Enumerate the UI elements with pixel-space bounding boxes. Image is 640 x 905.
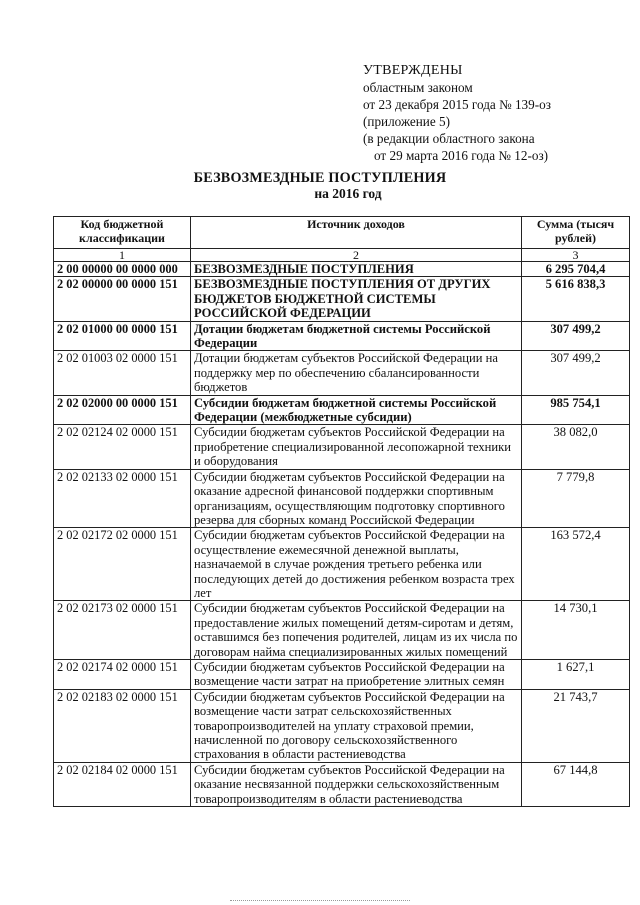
row-name: Субсидии бюджетам субъектов Российской Федерации на осуществление ежемесячной денежной выплаты, назначаемой в случае рождения третьего ребенка или последующих детей до достижения ребенком возраста трех лет	[191, 528, 522, 601]
column-number: 2	[191, 249, 522, 262]
row-name: Дотации бюджетам бюджетной системы Российской Федерации	[191, 321, 522, 351]
row-code: 2 02 02184 02 0000 151	[54, 762, 191, 806]
row-code: 2 02 02173 02 0000 151	[54, 601, 191, 660]
row-code: 2 02 01000 00 0000 151	[54, 321, 191, 351]
approval-line: от 29 марта 2016 года № 12-оз)	[374, 148, 549, 163]
table-header-row	[54, 217, 630, 249]
row-sum: 38 082,0	[522, 425, 630, 469]
row-sum: 307 499,2	[522, 351, 630, 395]
row-name: Субсидии бюджетам субъектов Российской Федерации на предоставление жилых помещений детям-сиротам и детям, оставшимся без попечения родителей, лицам из их числа по договорам найма специализированных жилых помещений	[191, 601, 522, 660]
row-sum: 67 144,8	[522, 762, 630, 806]
column-number: 3	[522, 249, 630, 262]
document-title-main: БЕЗВОЗМЕЗДНЫЕ ПОСТУПЛЕНИЯ	[193, 170, 447, 186]
document-title	[0, 170, 640, 202]
row-name: Субсидии бюджетам субъектов Российской Федерации на возмещение части затрат на приобретение элитных семян	[191, 659, 522, 689]
row-name: Субсидии бюджетам бюджетной системы Российской Федерации (межбюджетные субсидии)	[191, 395, 522, 425]
column-number: 1	[54, 249, 191, 262]
row-code: 2 02 02000 00 0000 151	[54, 395, 191, 425]
approval-line: от 23 декабря 2015 года № 139-оз	[363, 97, 551, 112]
row-name: БЕЗВОЗМЕЗДНЫЕ ПОСТУПЛЕНИЯ ОТ ДРУГИХ БЮДЖЕТОВ БЮДЖЕТНОЙ СИСТЕМЫ РОССИЙСКОЙ ФЕДЕРАЦИИ	[191, 277, 522, 321]
row-code: 2 02 00000 00 0000 151	[54, 277, 191, 321]
row-name: Субсидии бюджетам субъектов Российской Федерации на возмещение части затрат сельскохозяйственных товаропроизводителей на уплату страховой премии, начисленной по договору сельскохозяйственного страхования в области растениеводства	[191, 689, 522, 762]
table-row	[54, 469, 630, 528]
table-row	[54, 601, 630, 660]
approval-line: (в редакции областного закона	[363, 131, 535, 146]
row-sum: 7 779,8	[522, 469, 630, 528]
row-sum: 163 572,4	[522, 528, 630, 601]
row-sum: 5 616 838,3	[522, 277, 630, 321]
table-row	[54, 528, 630, 601]
table-row	[54, 689, 630, 762]
row-name: Субсидии бюджетам субъектов Российской Федерации на оказание адресной финансовой поддержки спортивным организациям, осуществляющим подготовку спортивного резерва для сборных команд Российской Федерации	[191, 469, 522, 528]
table-row	[54, 277, 630, 321]
row-code: 2 02 02174 02 0000 151	[54, 659, 191, 689]
approval-title: УТВЕРЖДЕНЫ	[363, 63, 463, 78]
revenue-table	[53, 216, 630, 807]
table-row	[54, 321, 630, 351]
row-code: 2 02 02124 02 0000 151	[54, 425, 191, 469]
header-code: Код бюджетной классификации	[54, 217, 191, 249]
column-number-row	[54, 249, 630, 262]
row-name: Субсидии бюджетам субъектов Российской Федерации на приобретение специализированной лесопожарной техники и оборудования	[191, 425, 522, 469]
document-title-sub: на 2016 год	[314, 186, 382, 201]
row-sum: 6 295 704,4	[522, 262, 630, 277]
row-code: 2 02 02133 02 0000 151	[54, 469, 191, 528]
row-code: 2 02 01003 02 0000 151	[54, 351, 191, 395]
approval-stamp	[363, 62, 551, 164]
row-sum: 21 743,7	[522, 689, 630, 762]
row-sum: 985 754,1	[522, 395, 630, 425]
row-code: 2 00 00000 00 0000 000	[54, 262, 191, 277]
row-code: 2 02 02183 02 0000 151	[54, 689, 191, 762]
row-name: Дотации бюджетам субъектов Российской Федерации на поддержку мер по обеспечению сбалансированности бюджетов	[191, 351, 522, 395]
table-row	[54, 425, 630, 469]
table-row	[54, 659, 630, 689]
approval-line: областным законом	[363, 80, 473, 95]
row-sum: 14 730,1	[522, 601, 630, 660]
page-edge-mark	[230, 900, 410, 902]
approval-line: (приложение 5)	[363, 114, 450, 129]
header-source: Источник доходов	[191, 217, 522, 249]
table-row	[54, 762, 630, 806]
row-code: 2 02 02172 02 0000 151	[54, 528, 191, 601]
table-row	[54, 395, 630, 425]
row-sum: 1 627,1	[522, 659, 630, 689]
table-row	[54, 351, 630, 395]
header-sum: Сумма (тысяч рублей)	[522, 217, 630, 249]
table-row	[54, 262, 630, 277]
row-name: Субсидии бюджетам субъектов Российской Федерации на оказание несвязанной поддержки сельскохозяйственным товаропроизводителям в области растениеводства	[191, 762, 522, 806]
row-name: БЕЗВОЗМЕЗДНЫЕ ПОСТУПЛЕНИЯ	[191, 262, 522, 277]
row-sum: 307 499,2	[522, 321, 630, 351]
